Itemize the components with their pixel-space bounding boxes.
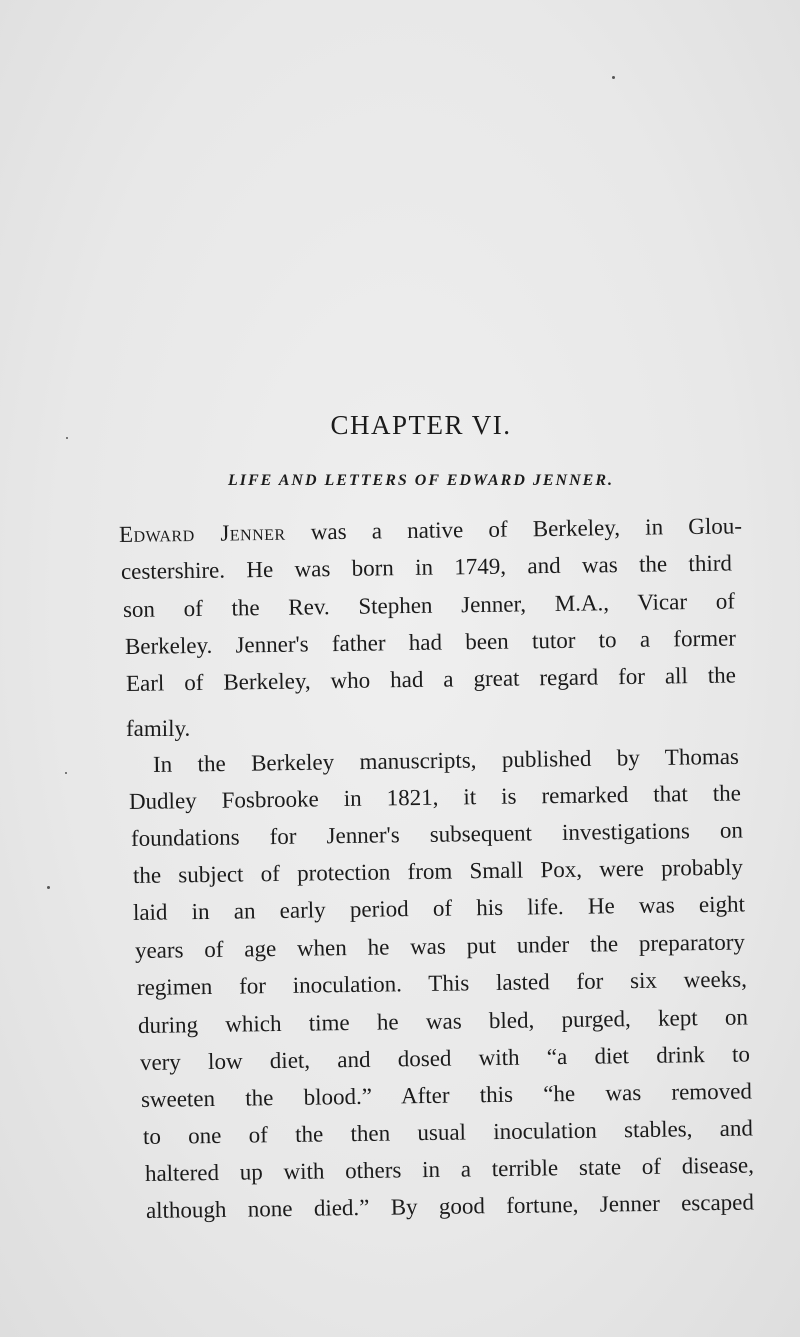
- text-line: Earl of Berkeley, who had a great regard for all the: [125, 662, 737, 696]
- text-line: to one of the then usual inoculation stables, and: [142, 1115, 754, 1149]
- text-line: laid in an early period of his life. He was eight: [132, 891, 746, 925]
- text-line: foundations for Jenner's subsequent investigations on: [130, 817, 744, 851]
- text-line: years of age when he was put under the preparatory: [134, 929, 746, 963]
- text-line: although none died.” By good fortune, Jenner escaped: [145, 1189, 755, 1223]
- paper-speck: [65, 772, 67, 774]
- text-line: the subject of protection from Small Pox, were probably: [132, 854, 744, 888]
- text-line: family.: [126, 716, 191, 741]
- chapter-title: CHAPTER VI.: [330, 410, 512, 440]
- text-line: son of the Rev. Stephen Jenner, M.A., Vicar of: [122, 588, 736, 622]
- paper-speck: [47, 886, 50, 889]
- paper-speck: [66, 437, 68, 439]
- text-line: sweeten the blood.” After this “he was removed: [140, 1078, 753, 1112]
- text-line: Edward Jenner was a native of Berkeley, in Glou-: [118, 513, 743, 547]
- text-line: cestershire. He was born in 1749, and was the third: [120, 550, 733, 584]
- paper-speck: [612, 76, 615, 79]
- text-line: very low diet, and dosed with “a diet drink to: [139, 1041, 751, 1075]
- text-line: Berkeley. Jenner's father had been tutor to a former: [124, 625, 737, 659]
- text-line: during which time he was bled, purged, kept on: [137, 1004, 749, 1038]
- opening-name: Edward Jenner: [118, 519, 286, 547]
- chapter-subtitle: LIFE AND LETTERS OF EDWARD JENNER.: [228, 472, 614, 489]
- text-line: In the Berkeley manuscripts, published by Thomas: [152, 743, 740, 777]
- text-line: regimen for inoculation. This lasted for six weeks,: [136, 966, 748, 1000]
- text-line: haltered up with others in a terrible state of disease,: [144, 1152, 755, 1186]
- text-line: Dudley Fosbrooke in 1821, it is remarked that the: [128, 780, 742, 814]
